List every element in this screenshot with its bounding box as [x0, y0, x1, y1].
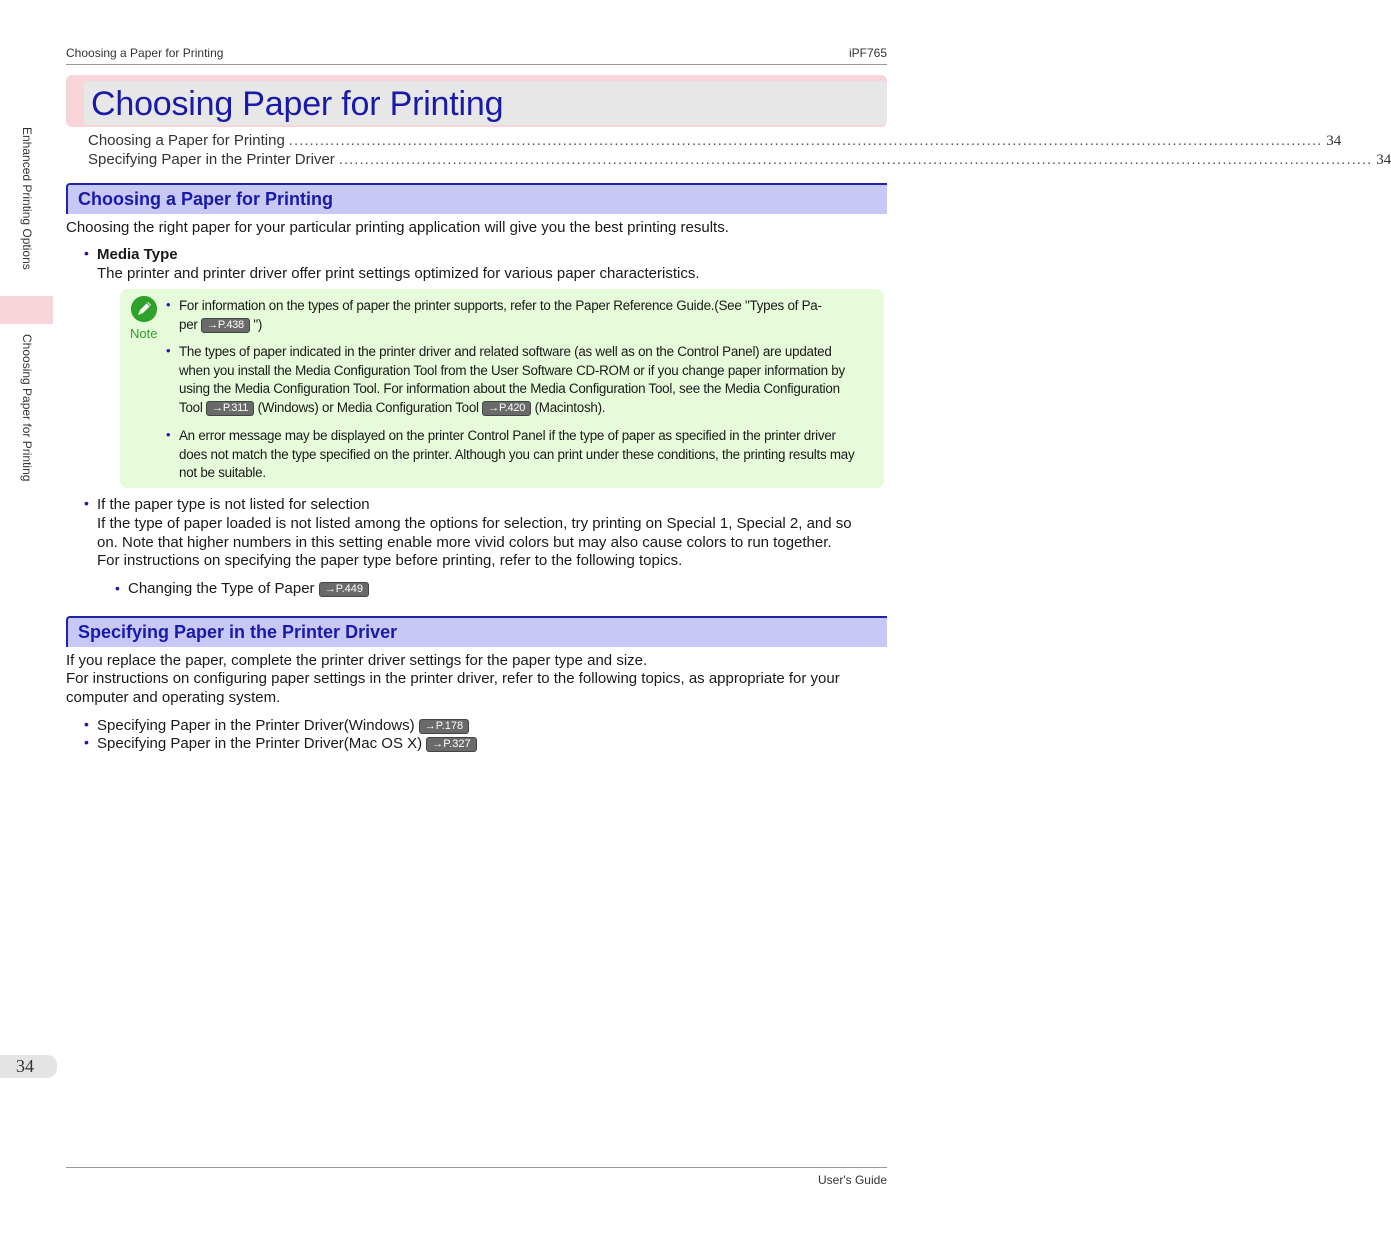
- note-line: [179, 399, 869, 418]
- note-line: The types of paper indicated in the printer driver and related software (as well as on the Control Panel) are updated: [179, 344, 832, 359]
- section2-text: For instructions on configuring paper settings in the printer driver, refer to the following topics, as appropriate for your: [66, 670, 840, 687]
- section-heading-bar: [66, 616, 887, 647]
- page-ref-link[interactable]: →P.449: [319, 582, 369, 597]
- bullet-dot: •: [84, 716, 89, 732]
- footer-guide-name: User's Guide: [818, 1173, 887, 1187]
- note-line: [179, 316, 869, 335]
- link-changing-paper-type[interactable]: [128, 579, 369, 598]
- note-line: not be suitable.: [179, 465, 266, 480]
- sidebar-active-tab: [0, 296, 53, 324]
- note-item-media-config: [179, 343, 869, 417]
- page-ref-link[interactable]: →P.311: [206, 401, 254, 416]
- page-ref-link[interactable]: →P.327: [426, 737, 476, 752]
- section2-text: computer and operating system.: [66, 689, 281, 706]
- section-title: Choosing a Paper for Printing: [78, 189, 334, 209]
- header-rule: [66, 64, 887, 65]
- section-intro: Choosing the right paper for your particular printing application will give you the best printing results.: [66, 219, 729, 236]
- not-listed-text: on. Note that higher numbers in this setting enable more vivid colors but may also cause colors to run together.: [97, 534, 832, 551]
- link-label: Specifying Paper in the Printer Driver(Windows): [97, 717, 415, 734]
- link-driver-mac[interactable]: [97, 734, 477, 753]
- note-text: "): [253, 316, 263, 332]
- note-line: For information on the types of paper the printer supports, refer to the Paper Reference Guide.(See "Types of Pa-: [179, 298, 822, 313]
- bullet-dot: •: [166, 343, 171, 358]
- page-ref-link[interactable]: →P.420: [482, 401, 531, 416]
- toc-page: 34: [1326, 133, 1342, 149]
- bullet-dot: •: [166, 427, 171, 442]
- note-label: Note: [130, 326, 158, 341]
- link-driver-windows[interactable]: [97, 716, 469, 735]
- running-header-title: Choosing a Paper for Printing: [66, 46, 224, 60]
- sidebar-chapter-label: Enhanced Printing Options: [20, 127, 34, 270]
- note-text: (Macintosh).: [534, 399, 606, 415]
- page-ref-link[interactable]: →P.178: [419, 719, 469, 734]
- note-pencil-icon: [131, 296, 157, 322]
- media-type-text: The printer and printer driver offer print settings optimized for various paper characteristics.: [97, 265, 700, 282]
- note-line: using the Media Configuration Tool. For information about the Media Configuration Tool, see the Media Configuration: [179, 381, 840, 396]
- bullet-dot: •: [84, 245, 89, 261]
- toc-leader-dots: ........................................................................................................................................................................................................: [288, 132, 1323, 149]
- note-text: per: [179, 316, 198, 332]
- section2-text: If you replace the paper, complete the printer driver settings for the paper type and size.: [66, 652, 648, 669]
- page-ref-link[interactable]: →P.438: [201, 318, 250, 333]
- not-listed-heading: If the paper type is not listed for selection: [97, 496, 370, 513]
- page-title: Choosing Paper for Printing: [91, 85, 504, 123]
- toc-leader-dots: ........................................................................................................................................................................................................: [338, 151, 1373, 168]
- bullet-dot: •: [84, 734, 89, 750]
- running-header-model: iPF765: [848, 46, 887, 60]
- toc-label: Specifying Paper in the Printer Driver: [88, 151, 335, 168]
- bullet-dot: •: [166, 297, 171, 312]
- note-item-error-message: [179, 427, 869, 483]
- page-number: 34: [16, 1056, 34, 1076]
- footer-rule: [66, 1167, 887, 1168]
- note-text: (Windows) or Media Configuration Tool: [257, 399, 479, 415]
- toc-label: Choosing a Paper for Printing: [88, 132, 285, 149]
- bullet-dot: •: [115, 580, 120, 596]
- section-title: Specifying Paper in the Printer Driver: [78, 622, 398, 642]
- toc-entry-choosing-paper[interactable]: [88, 132, 1342, 150]
- bullet-dot: •: [84, 495, 89, 511]
- not-listed-text: For instructions on specifying the paper type before printing, refer to the following topics.: [97, 552, 683, 569]
- toc-entry-specifying-paper[interactable]: [88, 151, 1391, 169]
- note-line: when you install the Media Configuration Tool from the User Software CD-ROM or if you change paper information by: [179, 362, 845, 378]
- note-item-paper-types: [179, 297, 869, 334]
- media-type-heading: Media Type: [97, 246, 178, 263]
- section-heading-bar: [66, 183, 887, 214]
- toc-page: 34: [1376, 152, 1391, 168]
- note-text: Tool: [179, 399, 203, 415]
- sidebar-section-label: Choosing Paper for Printing: [20, 334, 34, 482]
- note-line: An error message may be displayed on the printer Control Panel if the type of paper as specified in the printer driver: [179, 428, 836, 443]
- link-label: Specifying Paper in the Printer Driver(Mac OS X): [97, 735, 423, 752]
- link-label: Changing the Type of Paper: [128, 580, 315, 597]
- not-listed-text: If the type of paper loaded is not listed among the options for selection, try printing on Special 1, Special 2, and so: [97, 515, 852, 532]
- note-line: does not match the type specified on the printer. Although you can print under these conditions, the printing results may: [179, 446, 855, 462]
